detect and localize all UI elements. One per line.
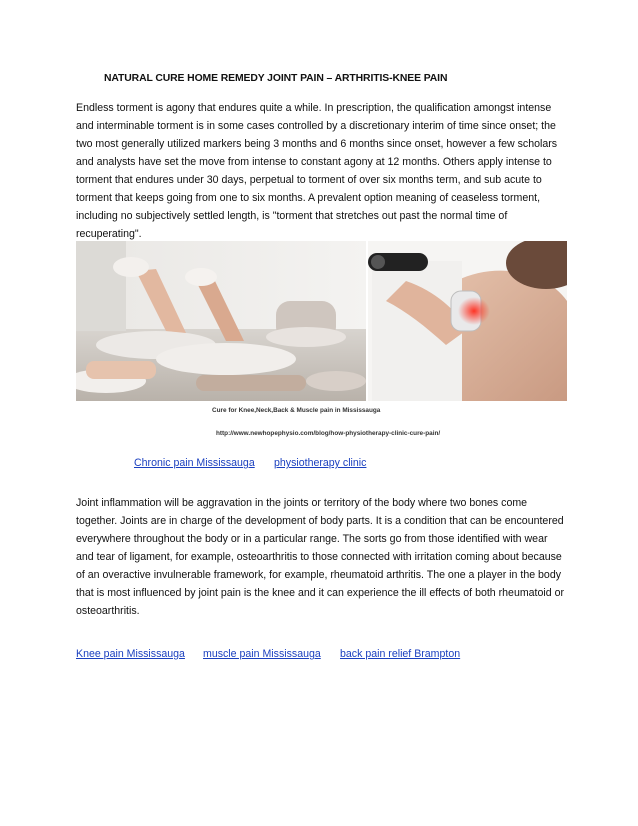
links-row-top bbox=[0, 457, 638, 473]
neck-therapy-photo bbox=[368, 241, 567, 401]
link-muscle-pain[interactable]: muscle pain Mississauga bbox=[203, 648, 321, 660]
image-caption: Cure for Knee,Neck,Back & Muscle pain in Mississauga bbox=[212, 407, 381, 414]
arthritis-paragraph: Joint inflammation will be aggravation in the joints or territory of the body where two bones come together. Joints are in charge of the development of body parts. It is a condition that can be encountered everywhere throughout the body or in a particular range. The sorts go from those identified with wear and tear of ligament, for example, osteoarthritis to those connected with irritation coming about because of an overactive invulnerable framework, for example, rheumatoid arthritis. The one a player in the body that is most influenced by joint pain is the knee and it can experience the ill effects of both rheumatoid or osteoarthritis. bbox=[76, 497, 564, 617]
intro-paragraph: Endless torment is agony that endures quite a while. In prescription, the qualification amongst intense and interminable torment is in some cases controlled by a discretionary interim of time since onset; the two most generally utilized markers being 3 months and 6 months since onset, however a few scholars and analysts have set the move from intense to constant agony at 12 months. Others apply intense to torment that endures under 30 days, perpetual to torment of over six months term, and sub acute to torment that keeps going from one to six months. A prevalent option meaning of ceaseless torment, including no subjectively settled length, is "torment that stretches out past the normal time of recuperating". bbox=[76, 102, 558, 240]
article-title: NATURAL CURE HOME REMEDY JOINT PAIN – ARTHRITIS-KNEE PAIN bbox=[104, 73, 448, 84]
link-chronic-pain[interactable]: Chronic pain Mississauga bbox=[134, 457, 255, 469]
link-back-pain-relief[interactable]: back pain relief Brampton bbox=[340, 648, 461, 660]
therapy-image bbox=[76, 241, 567, 439]
link-physiotherapy-clinic[interactable]: physiotherapy clinic bbox=[274, 457, 367, 469]
image-url-text: http://www.newhopephysio.com/blog/how-physiotherapy-clinic-cure-pain/ bbox=[216, 430, 441, 437]
link-knee-pain[interactable]: Knee pain Mississauga bbox=[76, 648, 185, 660]
links-row-bottom bbox=[0, 648, 638, 664]
yoga-class-photo bbox=[76, 241, 366, 401]
